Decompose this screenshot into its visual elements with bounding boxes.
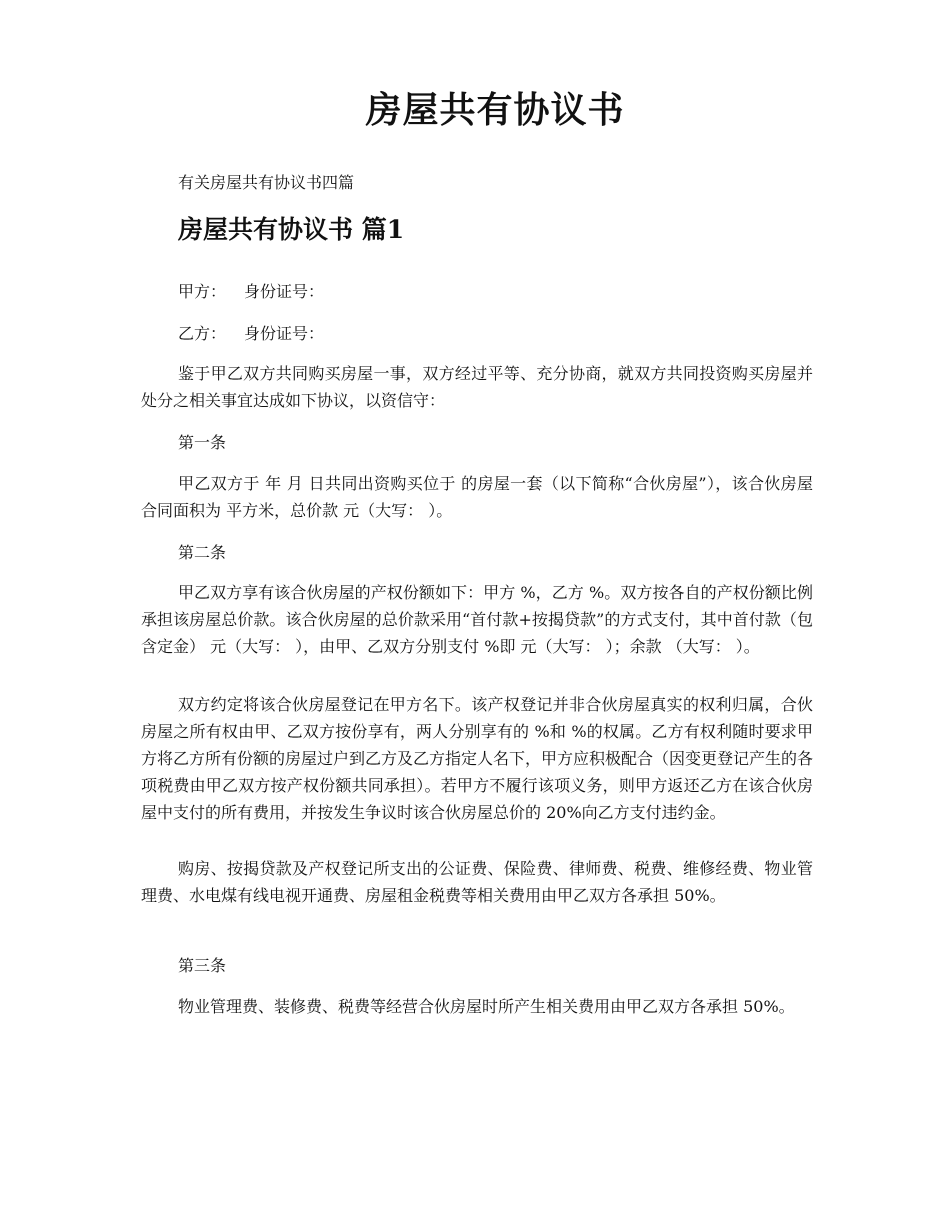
document-title: 房屋共有协议书 [365,89,625,131]
party-a-label: 甲方： [178,282,227,301]
article-2-heading: 第二条 [178,543,227,562]
article-3-heading: 第三条 [178,956,227,975]
party-a-id-label: 身份证号： [244,282,325,301]
article-1-paragraph: 甲乙双方于 年 月 日共同出资购买位于 的房屋一套（以下简称“合伙房屋”），该合伙房屋合同面积为 平方米，总价款 元（大写： ）。 [141,474,813,520]
article-2-paragraph-1: 甲乙双方享有该合伙房屋的产权份额如下：甲方 %，乙方 %。双方按各自的产权份额比例承担该房屋总价款。该合伙房屋的总价款采用“首付款+按揭贷款”的方式支付，其中首付款（包含定金） 元（大写： ），由甲、乙双方分别支付 %即 元（大写： ）；余款 （大写： ）。 [141,583,813,656]
article-3-paragraph: 物业管理费、装修费、税费等经营合伙房屋时所产生相关费用由甲乙双方各承担 50%。 [178,997,795,1016]
intro-text: 有关房屋共有协议书四篇 [178,173,355,192]
party-b-label: 乙方： [178,324,227,343]
section-title: 房屋共有协议书 篇1 [178,215,405,244]
article-1-heading: 第一条 [178,433,227,452]
party-b-id-label: 身份证号： [244,324,325,343]
article-2-paragraph-2: 双方约定将该合伙房屋登记在甲方名下。该产权登记并非合伙房屋真实的权利归属，合伙房屋之所有权由甲、乙双方按份享有，两人分别享有的 %和 %的权属。乙方有权利随时要求甲方将乙方所有份额的房屋过户到乙方及乙方指定人名下，甲方应积极配合（因变更登记产生的各项税费由甲乙双方按产权份额共同承担）。若甲方不履行该项义务，则甲方返还乙方在该合伙房屋中支付的所有费用，并按发生争议时该合伙房屋总价的 20%向乙方支付违约金。 [141,695,814,822]
party-a-line [178,279,324,302]
party-b-line [178,321,324,344]
article-2-paragraph-3: 购房、按揭贷款及产权登记所支出的公证费、保险费、律师费、税费、维修经费、物业管理费、水电煤有线电视开通费、房屋租金税费等相关费用由甲乙双方各承担 50%。 [141,859,813,905]
preamble-paragraph: 鉴于甲乙双方共同购买房屋一事，双方经过平等、充分协商，就双方共同投资购买房屋并处分之相关事宜达成如下协议，以资信守： [141,364,813,410]
